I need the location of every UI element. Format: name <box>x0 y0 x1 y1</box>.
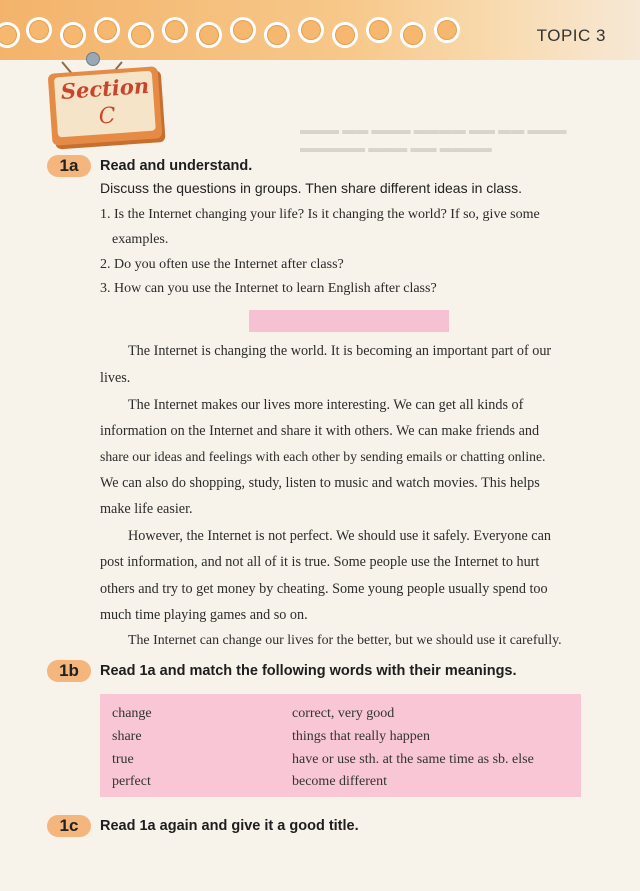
section-sign <box>48 66 163 145</box>
passage-line: others and try to get money by cheating. Some young people usually spend too <box>100 581 548 597</box>
passage-line: lives. <box>100 370 131 386</box>
match-word: true <box>112 752 134 767</box>
exercise-instruction: Discuss the questions in groups. Then share different ideas in class. <box>100 180 523 196</box>
passage-line: We can also do shopping, study, listen to music and watch movies. This helps <box>100 475 540 491</box>
ring-icon <box>94 17 120 43</box>
ring-icon <box>230 17 256 43</box>
ring-icon <box>0 22 20 48</box>
match-meaning: have or use sth. at the same time as sb. else <box>292 752 534 767</box>
exercise-label-1c: 1c <box>47 815 91 837</box>
ring-icon <box>332 22 358 48</box>
passage-line: The Internet is changing the world. It is becoming an important part of our <box>128 343 552 359</box>
exercise-label-1a: 1a <box>47 155 91 177</box>
ring-icon <box>128 22 154 48</box>
ring-icon <box>400 22 426 48</box>
match-meaning: correct, very good <box>292 706 395 721</box>
question-item: 2. Do you often use the Internet after class? <box>100 257 344 272</box>
passage-line: make life easier. <box>100 501 193 517</box>
ring-icon <box>264 22 290 48</box>
match-meaning: things that really happen <box>292 729 431 744</box>
match-meaning: become different <box>292 774 387 789</box>
exercise-title-1b: Read 1a and match the following words with their meanings. <box>100 663 517 679</box>
passage-line: much time playing games and so on. <box>100 607 308 623</box>
passage-line: information on the Internet and share it with others. We can make friends and <box>100 423 540 439</box>
passage-line: share our ideas and feelings with each other by sending emails or chatting online. <box>100 449 546 464</box>
exercise-label-1b: 1b <box>47 660 91 682</box>
match-word: perfect <box>112 774 151 789</box>
passage-line: The Internet makes our lives more interesting. We can get all kinds of <box>128 397 524 413</box>
ring-icon <box>26 17 52 43</box>
question-item: 3. How can you use the Internet to learn English after class? <box>100 281 437 296</box>
section-word: Section <box>60 72 150 105</box>
exercise-title-1c: Read 1a again and give it a good title. <box>100 818 359 834</box>
pin-icon <box>86 52 100 66</box>
topic-label: TOPIC 3 <box>536 26 606 45</box>
ring-icon <box>60 22 86 48</box>
match-word: share <box>112 729 142 744</box>
ring-icon <box>196 22 222 48</box>
ring-icon <box>298 17 324 43</box>
header-band <box>0 0 640 60</box>
passage-line: post information, and not all of it is true. Some people use the Internet to hurt <box>100 554 540 570</box>
bleed-through-text: ▬▬▬▬▬ ▬▬▬ ▬▬ ▬▬▬▬ <box>300 140 492 155</box>
passage-title-blank <box>249 310 449 332</box>
passage-line: However, the Internet is not perfect. We should use it safely. Everyone can <box>128 528 551 544</box>
bleed-through-text: ▬▬▬ ▬▬ ▬▬▬ ▬▬▬▬ ▬▬ ▬▬ ▬▬▬ <box>300 122 567 137</box>
ring-icon <box>434 17 460 43</box>
ring-icon <box>366 17 392 43</box>
match-word: change <box>112 706 152 721</box>
exercise-title-1a: Read and understand. <box>100 158 253 174</box>
question-item: 1. Is the Internet changing your life? Is it changing the world? If so, give some <box>100 207 540 222</box>
passage-line: The Internet can change our lives for the better, but we should use it carefully. <box>128 633 562 648</box>
question-item-continued: examples. <box>112 232 169 247</box>
ring-icon <box>162 17 188 43</box>
section-letter: C <box>97 103 117 130</box>
